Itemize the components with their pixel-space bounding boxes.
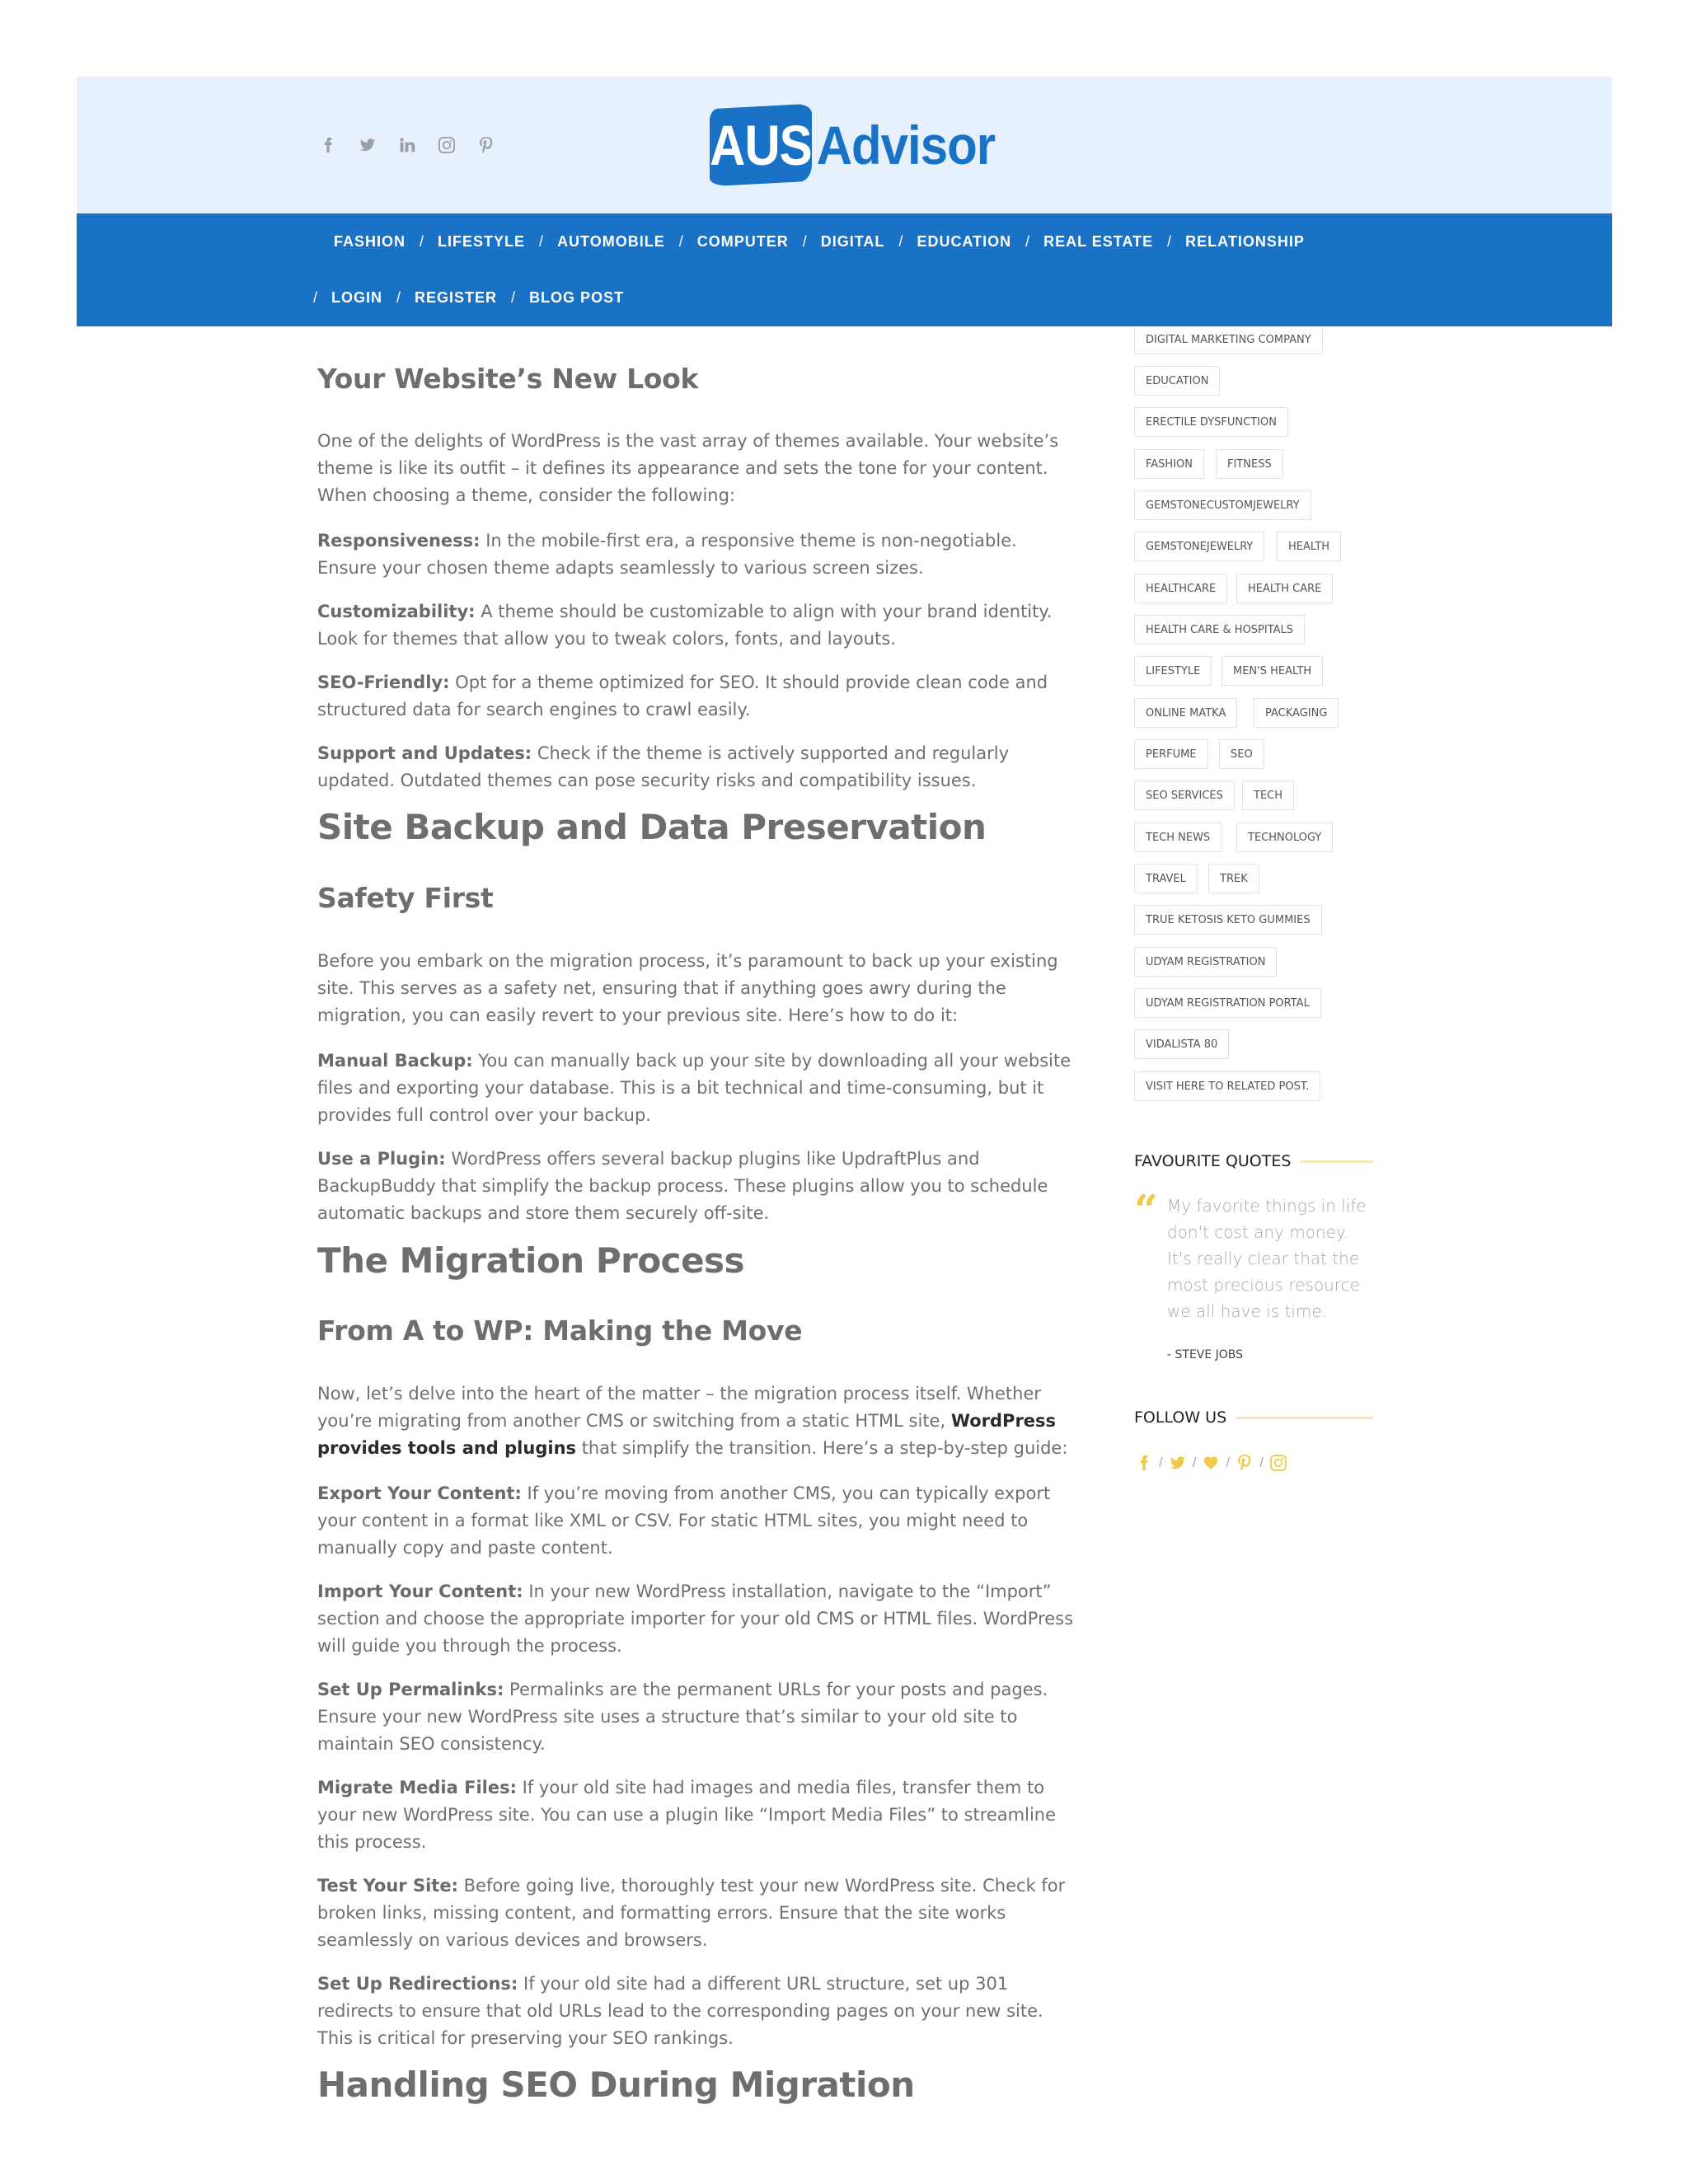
tag-link[interactable]: ERECTILE DYSFUNCTION — [1134, 407, 1288, 437]
quote-text: My favorite things in life don't cost any money. It's really clear that the most precious resource we all have is time. — [1167, 1196, 1367, 1321]
logo-text-advisor: Advisor — [816, 115, 996, 176]
list-item-media-files — [317, 1774, 1080, 1856]
label: Set Up Redirections: — [317, 1974, 518, 1994]
label: Export Your Content: — [317, 1483, 522, 1503]
tag-link[interactable]: HEALTHCARE — [1134, 574, 1227, 603]
nav-separator: / — [511, 288, 516, 306]
nav-item-real-estate[interactable]: REAL ESTATE — [1043, 232, 1154, 250]
text: that simplify the transition. Here’s a step-by-step guide: — [576, 1438, 1068, 1458]
text: If your old site had a different URL structure, set up 301 redirects to ensure that old URLs lead to the corresponding pages on your new site. This is critical for preserving your SEO rankings. — [317, 1974, 1043, 2048]
tag-link[interactable]: TRUE KETOSIS KETO GUMMIES — [1134, 905, 1322, 935]
label: Manual Backup: — [317, 1051, 473, 1071]
header-social-links — [317, 77, 497, 213]
heading-making-the-move: From A to WP: Making the Move — [317, 1315, 803, 1347]
follow-separator: / — [1226, 1455, 1231, 1470]
nav-separator: / — [313, 288, 318, 306]
instagram-icon[interactable] — [436, 134, 457, 156]
text: Now, let’s delve into the heart of the matter – the migration process itself. Whether you’re migrating from another CMS or switching from a static HTML site, — [317, 1384, 1042, 1431]
text: A theme should be customizable to align with your brand identity. Look for themes that allow you to tweak colors, fonts, and layouts. — [317, 602, 1053, 649]
follow-us-links — [1134, 1453, 1288, 1473]
tag-link[interactable]: PERFUME — [1134, 739, 1208, 769]
tag-link[interactable]: UDYAM REGISTRATION — [1134, 947, 1277, 977]
tag-link[interactable]: UDYAM REGISTRATION PORTAL — [1134, 988, 1321, 1018]
tag-link[interactable]: SEO — [1219, 739, 1264, 769]
nav-separator: / — [1025, 232, 1030, 250]
paragraph-migration — [317, 1380, 1080, 1462]
twitter-icon[interactable] — [357, 134, 378, 156]
list-item-import-content — [317, 1578, 1080, 1660]
facebook-icon[interactable] — [317, 134, 339, 156]
label: Set Up Permalinks: — [317, 1680, 504, 1699]
nav-item-blog-post[interactable]: BLOG POST — [529, 288, 625, 306]
label: SEO-Friendly: — [317, 673, 450, 692]
tag-link[interactable]: TECHNOLOGY — [1236, 823, 1333, 852]
tag-link[interactable]: HEALTH — [1277, 532, 1341, 561]
tag-link[interactable]: VISIT HERE TO RELATED POST. — [1134, 1071, 1320, 1101]
linkedin-icon[interactable] — [396, 134, 418, 156]
list-item-support-updates — [317, 740, 1080, 794]
nav-item-lifestyle[interactable]: LIFESTYLE — [438, 232, 526, 250]
nav-separator: / — [898, 232, 903, 250]
widget-title-text: FOLLOW US — [1134, 1408, 1227, 1427]
tag-link[interactable]: TREK — [1208, 864, 1259, 893]
heading-migration-process: The Migration Process — [317, 1240, 745, 1281]
label: Migrate Media Files: — [317, 1778, 517, 1797]
list-item-customizability — [317, 598, 1080, 653]
text: You can manually back up your site by downloading all your website files and exporting your database. This is a bit technical and time-consuming, but it provides full control over your backup. — [317, 1051, 1071, 1125]
list-item-permalinks — [317, 1676, 1080, 1758]
nav-item-automobile[interactable]: AUTOMOBILE — [557, 232, 665, 250]
header-topbar — [77, 77, 1612, 213]
logo-text-aus: AUS — [710, 113, 812, 177]
list-item-responsiveness — [317, 527, 1080, 582]
tag-link[interactable]: MEN'S HEALTH — [1221, 656, 1323, 686]
list-item-seo-friendly — [317, 669, 1080, 724]
heading-new-look: Your Website’s New Look — [317, 363, 699, 395]
widget-title-text: FAVOURITE QUOTES — [1134, 1152, 1292, 1170]
nav-separator: / — [1167, 232, 1172, 250]
site-logo[interactable] — [710, 104, 996, 186]
pinterest-icon[interactable] — [476, 134, 497, 156]
list-item-export-content — [317, 1480, 1080, 1562]
list-item-manual-backup — [317, 1047, 1080, 1129]
text: Permalinks are the permanent URLs for your posts and pages. Ensure your new WordPress site uses a structure that’s similar to your old site to maintain SEO consistency. — [317, 1680, 1048, 1754]
main-navigation — [77, 213, 1612, 326]
text: WordPress offers several backup plugins like UpdraftPlus and BackupBuddy that simplify the backup process. These plugins allow you to schedule automatic backups and store them securely off-site. — [317, 1149, 1048, 1223]
quote-author: - STEVE JOBS — [1167, 1348, 1244, 1361]
instagram-icon[interactable] — [1268, 1453, 1288, 1473]
label: Support and Updates: — [317, 743, 532, 763]
nav-separator: / — [396, 288, 401, 306]
tag-link[interactable]: DIGITAL MARKETING COMPANY — [1134, 325, 1323, 354]
text: If you’re moving from another CMS, you can typically export your content in a format like XML or CSV. For static HTML sites, you might need to manually copy and paste content. — [317, 1483, 1051, 1558]
nav-row-1 — [334, 213, 1305, 269]
tag-link[interactable]: VIDALISTA 80 — [1134, 1029, 1229, 1059]
nav-item-relationship[interactable]: RELATIONSHIP — [1185, 232, 1305, 250]
tag-link[interactable]: FASHION — [1134, 449, 1204, 479]
tag-link[interactable]: SEO SERVICES — [1134, 780, 1235, 810]
tag-link[interactable]: TECH — [1242, 780, 1294, 810]
nav-item-fashion[interactable]: FASHION — [334, 232, 406, 250]
list-item-test-site — [317, 1872, 1080, 1954]
paragraph-themes: One of the delights of WordPress is the vast array of themes available. Your website’s theme is like its outfit – it defines its appearance and sets the tone for your content. When choosing a theme, consider the following: — [317, 431, 1059, 505]
tag-link[interactable]: PACKAGING — [1254, 698, 1339, 728]
nav-separator: / — [678, 232, 683, 250]
tag-link[interactable]: LIFESTYLE — [1134, 656, 1212, 686]
tag-link[interactable]: FITNESS — [1216, 449, 1283, 479]
title-underline — [1301, 1160, 1373, 1163]
title-underline — [1236, 1417, 1373, 1419]
label: Test Your Site: — [317, 1876, 458, 1896]
follow-separator: / — [1259, 1455, 1264, 1470]
nav-item-register[interactable]: REGISTER — [415, 288, 498, 306]
label: Use a Plugin: — [317, 1149, 446, 1169]
paragraph-backup: Before you embark on the migration process, it’s paramount to back up your existing site. This serves as a safety net, ensuring that if anything goes awry during the migration, you can easily revert to your previous site. Here’s how to do it: — [317, 951, 1058, 1025]
tag-link[interactable]: HEALTH CARE & HOSPITALS — [1134, 615, 1305, 644]
nav-separator: / — [802, 232, 807, 250]
heart-icon[interactable] — [1201, 1453, 1221, 1473]
list-item-use-plugin — [317, 1146, 1080, 1227]
tag-link[interactable]: EDUCATION — [1134, 366, 1220, 396]
text: If your old site had images and media files, transfer them to your new WordPress site. You can use a plugin like “Import Media Files” to streamline this process. — [317, 1778, 1057, 1852]
follow-us-title — [1134, 1408, 1373, 1427]
nav-separator: / — [539, 232, 544, 250]
list-item-redirections — [317, 1971, 1080, 2052]
text: Check if the theme is actively supported and regularly updated. Outdated themes can pose security risks and compatibility issues. — [317, 743, 1009, 790]
nav-row-2 — [313, 269, 624, 326]
follow-separator: / — [1159, 1455, 1163, 1470]
tag-link[interactable]: HEALTH CARE — [1236, 574, 1333, 603]
tag-link[interactable]: ONLINE MATKA — [1134, 698, 1237, 728]
nav-item-computer[interactable]: COMPUTER — [696, 232, 789, 250]
tag-link[interactable]: TECH NEWS — [1134, 823, 1221, 852]
logo-badge — [710, 104, 812, 186]
label: Responsiveness: — [317, 531, 481, 551]
label: Import Your Content: — [317, 1582, 523, 1601]
nav-item-education[interactable]: EDUCATION — [917, 232, 1012, 250]
text: In the mobile-first era, a responsive theme is non-negotiable. Ensure your chosen theme adapts seamlessly to various screen sizes. — [317, 531, 1017, 578]
heading-site-backup: Site Backup and Data Preservation — [317, 807, 987, 847]
heading-safety-first: Safety First — [317, 882, 494, 914]
tag-link[interactable]: GEMSTONEJEWELRY — [1134, 532, 1264, 561]
quote-icon: “ — [1134, 1185, 1158, 1234]
twitter-icon[interactable] — [1168, 1453, 1188, 1473]
wordpress-tools-link[interactable]: WordPress provides tools and plugins — [317, 1411, 1057, 1458]
label: Customizability: — [317, 602, 476, 621]
site-header — [77, 77, 1612, 326]
text: Before going live, thoroughly test your new WordPress site. Check for broken links, missing content, and formatting errors. Ensure that the site works seamlessly on various devices and browsers. — [317, 1876, 1066, 1950]
facebook-icon[interactable] — [1134, 1453, 1154, 1473]
tag-link[interactable]: TRAVEL — [1134, 864, 1198, 893]
favourite-quotes-title — [1134, 1152, 1373, 1170]
nav-separator: / — [420, 232, 424, 250]
pinterest-icon[interactable] — [1235, 1453, 1254, 1473]
text: Opt for a theme optimized for SEO. It should provide clean code and structured data for search engines to crawl easily. — [317, 673, 1048, 719]
heading-handling-seo: Handling SEO During Migration — [317, 2064, 915, 2105]
tag-link[interactable]: GEMSTONECUSTOMJEWELRY — [1134, 490, 1311, 520]
follow-separator: / — [1192, 1455, 1197, 1470]
nav-item-login[interactable]: LOGIN — [331, 288, 383, 306]
nav-item-digital[interactable]: DIGITAL — [820, 232, 885, 250]
text: In your new WordPress installation, navigate to the “Import” section and choose the appropriate importer for your old CMS or HTML files. WordPress will guide you through the process. — [317, 1582, 1074, 1656]
